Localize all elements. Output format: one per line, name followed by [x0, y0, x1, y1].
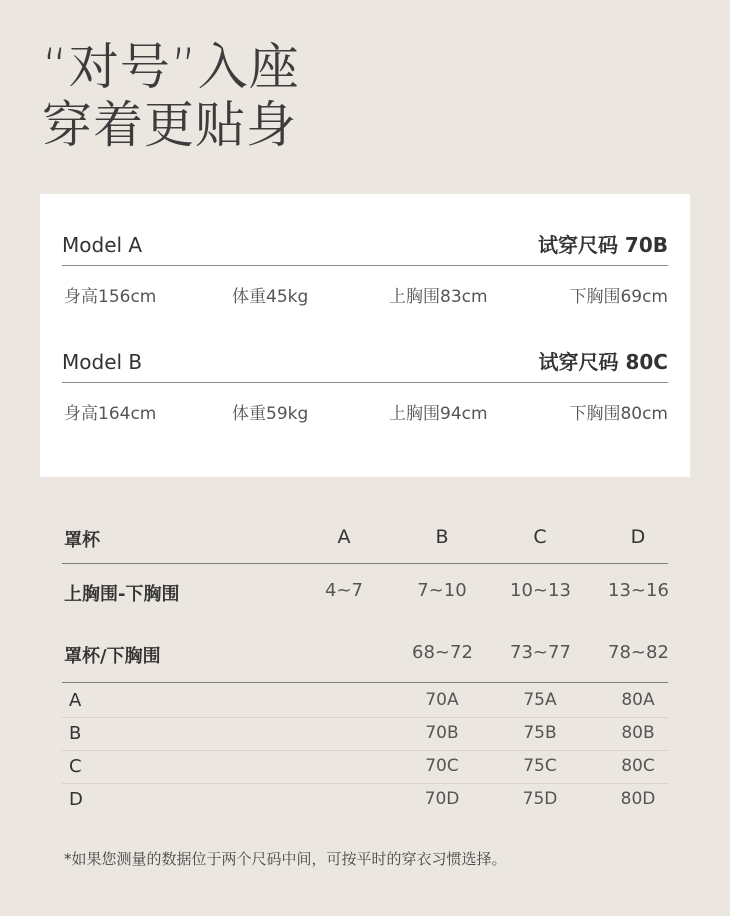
size-cell: 70D: [424, 789, 460, 809]
model-b-stats: [62, 383, 668, 437]
model-a-trial-size: 试穿尺码 70B: [537, 233, 668, 257]
size-row: [62, 685, 668, 718]
model-b-weight: 体重59kg: [232, 404, 309, 424]
cup-header: B: [435, 526, 449, 548]
model-card: [40, 194, 690, 477]
cup-header: D: [630, 526, 646, 548]
footnote: *如果您测量的数据位于两个尺码中间，可按平时的穿衣习惯选择。: [64, 850, 507, 868]
bust-difference-label: 上胸围-下胸围: [64, 584, 180, 605]
model-b-trial-size: 试穿尺码 80C: [538, 350, 668, 374]
model-b-block: [62, 342, 668, 437]
model-a-height: 身高156cm: [64, 287, 157, 307]
bust-difference-value: 4~7: [325, 580, 363, 601]
headline: [42, 38, 300, 154]
under-bust-range: 73~77: [510, 642, 571, 663]
under-bust-row: [62, 626, 668, 683]
size-cell: 80B: [621, 723, 655, 743]
size-cell: 75D: [522, 789, 558, 809]
cup-header-row: [62, 516, 668, 564]
size-row-cup: B: [69, 723, 82, 744]
model-a-weight: 体重45kg: [232, 287, 309, 307]
size-table: [62, 516, 668, 816]
model-b-under-bust: 下胸围80cm: [569, 404, 668, 424]
under-bust-range: 78~82: [608, 642, 669, 663]
model-b-name: Model B: [62, 350, 143, 374]
bust-difference-value: 13~16: [608, 580, 669, 601]
model-b-header: [62, 342, 668, 383]
size-row-cup: A: [69, 690, 82, 711]
size-row: [62, 784, 668, 816]
size-cell: 70A: [425, 690, 459, 710]
size-cell: 80A: [621, 690, 655, 710]
size-cell: 80D: [620, 789, 656, 809]
headline-line-1: “对号”入座: [42, 38, 300, 96]
under-bust-range: 68~72: [412, 642, 473, 663]
size-cell: 75B: [523, 723, 557, 743]
size-row: [62, 751, 668, 784]
model-a-upper-bust: 上胸围83cm: [389, 287, 488, 307]
model-a-stats: [62, 266, 668, 320]
model-a-header: [62, 225, 668, 266]
cup-header: C: [533, 526, 547, 548]
headline-line-2: 穿着更贴身: [42, 96, 297, 154]
bust-difference-value: 7~10: [417, 580, 467, 601]
bust-difference-row: [62, 564, 668, 626]
size-cell: 75C: [523, 756, 557, 776]
cup-header: A: [337, 526, 351, 548]
size-row-cup: D: [69, 789, 83, 810]
model-b-height: 身高164cm: [64, 404, 157, 424]
size-row: [62, 718, 668, 751]
size-cell: 70B: [425, 723, 459, 743]
size-cell: 70C: [425, 756, 459, 776]
cup-label: 罩杯: [64, 530, 100, 551]
size-cell: 80C: [621, 756, 655, 776]
size-row-cup: C: [69, 756, 82, 777]
bust-difference-value: 10~13: [510, 580, 571, 601]
model-a-under-bust: 下胸围69cm: [569, 287, 668, 307]
size-cell: 75A: [523, 690, 557, 710]
model-a-block: [62, 225, 668, 320]
under-bust-label: 罩杯/下胸围: [64, 646, 161, 667]
model-b-upper-bust: 上胸围94cm: [389, 404, 488, 424]
model-a-name: Model A: [62, 233, 143, 257]
